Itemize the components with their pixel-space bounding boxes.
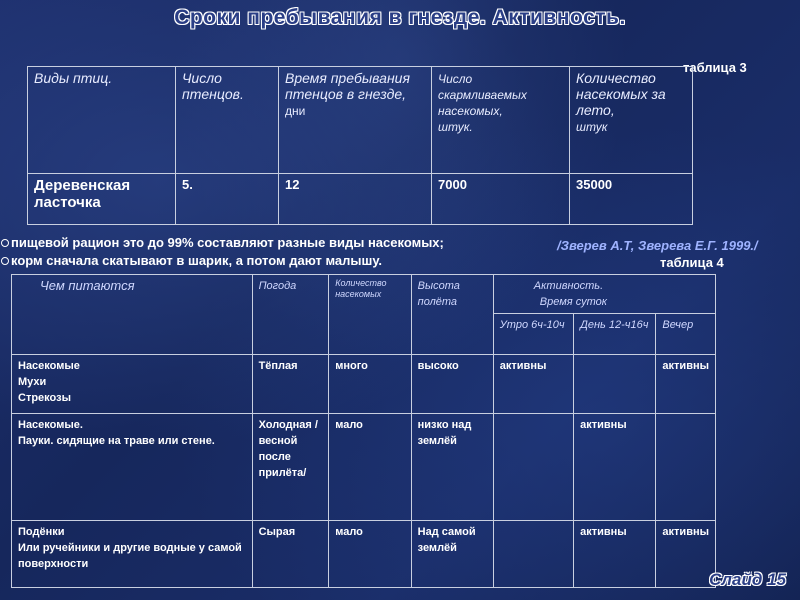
cell-weather: Тёплая [252,355,329,414]
slide-number: Слайд 15 [709,570,786,589]
cell-weather: Холодная /весной после прилёта/ [252,414,329,521]
header-daytime: Время суток [539,296,607,308]
header-evening: Вечер [656,314,716,355]
cell-height: Над самой землёй [411,521,493,588]
header-activity: Активность. Время суток [493,275,715,314]
table-row [12,355,716,414]
table4-caption: таблица 4 [660,255,724,270]
cell-count: мало [329,521,411,588]
cell-height: высоко [411,355,493,414]
bullet-icon [1,257,9,265]
cell-count: мало [329,414,411,521]
header-insects-fed-unit: штук. [438,120,473,134]
cell-food: Насекомые Мухи Стрекозы [12,355,253,414]
header-nest-time-unit: дни [285,104,306,118]
cell-count: много [329,355,411,414]
header-count: Количество насекомых [329,275,411,355]
table3-caption: таблица 3 [683,60,747,75]
nesting-table-header [28,67,693,174]
cell-food: Насекомые. Пауки. сидящие на траве или стене. [12,414,253,521]
header-nest-time: Время пребывания птенцов в гнезде, дни [279,67,432,174]
cell-nest-days: 12 [279,174,432,225]
cell-height: низко над землёй [411,414,493,521]
header-food: Чем питаются [12,275,253,355]
cell-morning: активны [493,355,573,414]
header-insects-fed: Число скармливаемых насекомых, штук. [432,67,570,174]
header-insects-summer: Количество насекомых за лето, штук [570,67,693,174]
header-chicks: Число птенцов. [176,67,279,174]
activity-table [11,274,716,588]
cell-chicks: 5. [176,174,279,225]
cell-morning [493,521,573,588]
activity-table-header [12,275,716,314]
cell-day: активны [574,414,656,521]
header-morning: Утро 6ч-10ч [493,314,573,355]
bullet-icon [1,239,9,247]
cell-evening: активны [656,355,716,414]
bullet-list [0,234,444,270]
cell-evening: активны [656,521,716,588]
cell-weather: Сырая [252,521,329,588]
header-height: Высота полёта [411,275,493,355]
header-insects-summer-unit: штук [576,120,608,134]
nesting-table [27,66,693,225]
header-species: Виды птиц. [28,67,176,174]
cell-insects-summer: 35000 [570,174,693,225]
cell-day [574,355,656,414]
header-day: День 12-ч16ч [574,314,656,355]
table-row [12,521,716,588]
header-weather: Погода [252,275,329,355]
cell-food: Подёнки Или ручейники и другие водные у самой поверхности [12,521,253,588]
list-item: корм сначала скатывают в шарик, а потом дают малышу. [0,252,444,270]
cell-insects-fed: 7000 [432,174,570,225]
cell-morning [493,414,573,521]
cell-species: Деревенская ласточка [28,174,176,225]
cell-day: активны [574,521,656,588]
cell-evening [656,414,716,521]
list-item: пищевой рацион это до 99% составляют разные виды насекомых; [0,234,444,252]
reference: /Зверев А.Т, Зверева Е.Г. 1999./ [557,238,758,253]
slide-title: Сроки пребывания в гнезде. Активность. [174,6,626,29]
table-row [12,414,716,521]
table-row [28,174,693,225]
